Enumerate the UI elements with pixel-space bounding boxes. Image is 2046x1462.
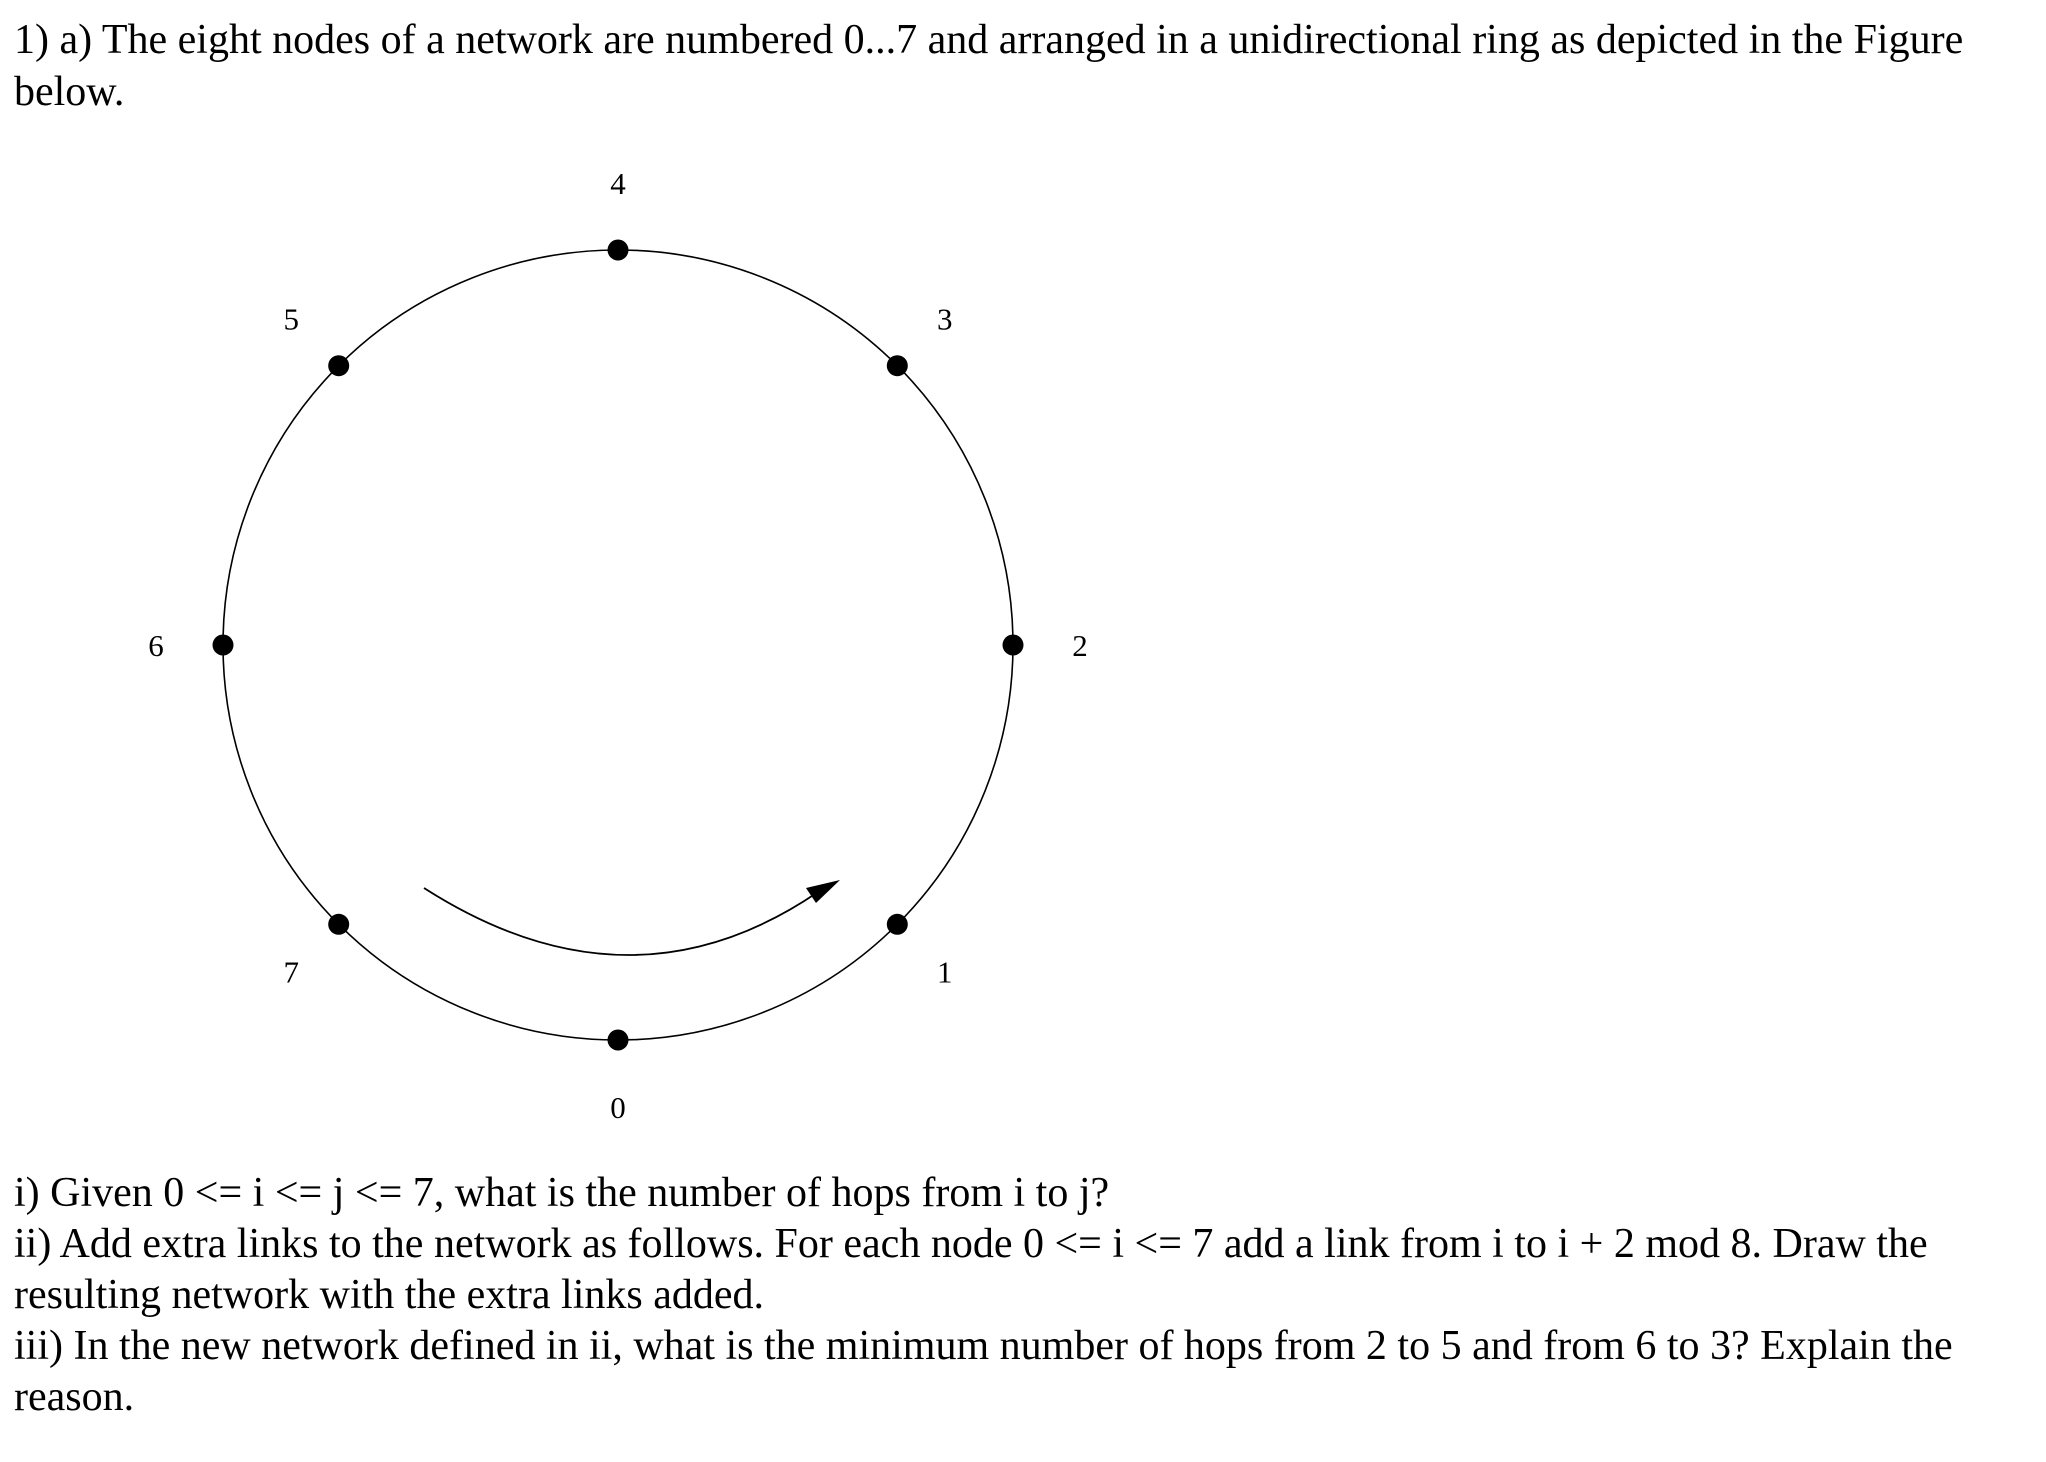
- node-dot-1: [887, 914, 908, 935]
- node-dot-4: [608, 240, 629, 261]
- node-label-7: 7: [283, 954, 300, 990]
- node-dot-6: [213, 635, 234, 656]
- node-label-0: 0: [610, 1090, 626, 1125]
- node-label-3: 3: [936, 301, 953, 337]
- node-dot-7: [328, 914, 349, 935]
- node-label-1: 1: [936, 954, 953, 990]
- direction-arrow-arc: [424, 888, 818, 955]
- node-group: [148, 166, 1088, 1125]
- node-label-5: 5: [283, 301, 300, 337]
- problem-intro: 1) a) The eight nodes of a network are numbered 0...7 and arranged in a unidirectional ring as depicted in the Figure below.: [14, 17, 1964, 115]
- node-dot-3: [887, 355, 908, 376]
- node-dot-5: [328, 355, 349, 376]
- node-dot-2: [1003, 635, 1024, 656]
- questions-block: [14, 1168, 2034, 1423]
- node-label-4: 4: [610, 166, 626, 201]
- question-iii: iii) In the new network defined in ii, what is the minimum number of hops from 2 to 5 and from 6 to 3? Explain the reason.: [14, 1323, 1953, 1420]
- node-dot-0: [608, 1030, 629, 1051]
- question-i: i) Given 0 <= i <= j <= 7, what is the number of hops from i to j?: [14, 1170, 1110, 1216]
- node-label-6: 6: [148, 628, 164, 663]
- direction-arrow-head: [806, 880, 840, 903]
- node-label-2: 2: [1072, 628, 1088, 663]
- question-ii: ii) Add extra links to the network as follows. For each node 0 <= i <= 7 add a link from i to i + 2 mod 8. Draw the resulting network with the extra links added.: [14, 1221, 1928, 1318]
